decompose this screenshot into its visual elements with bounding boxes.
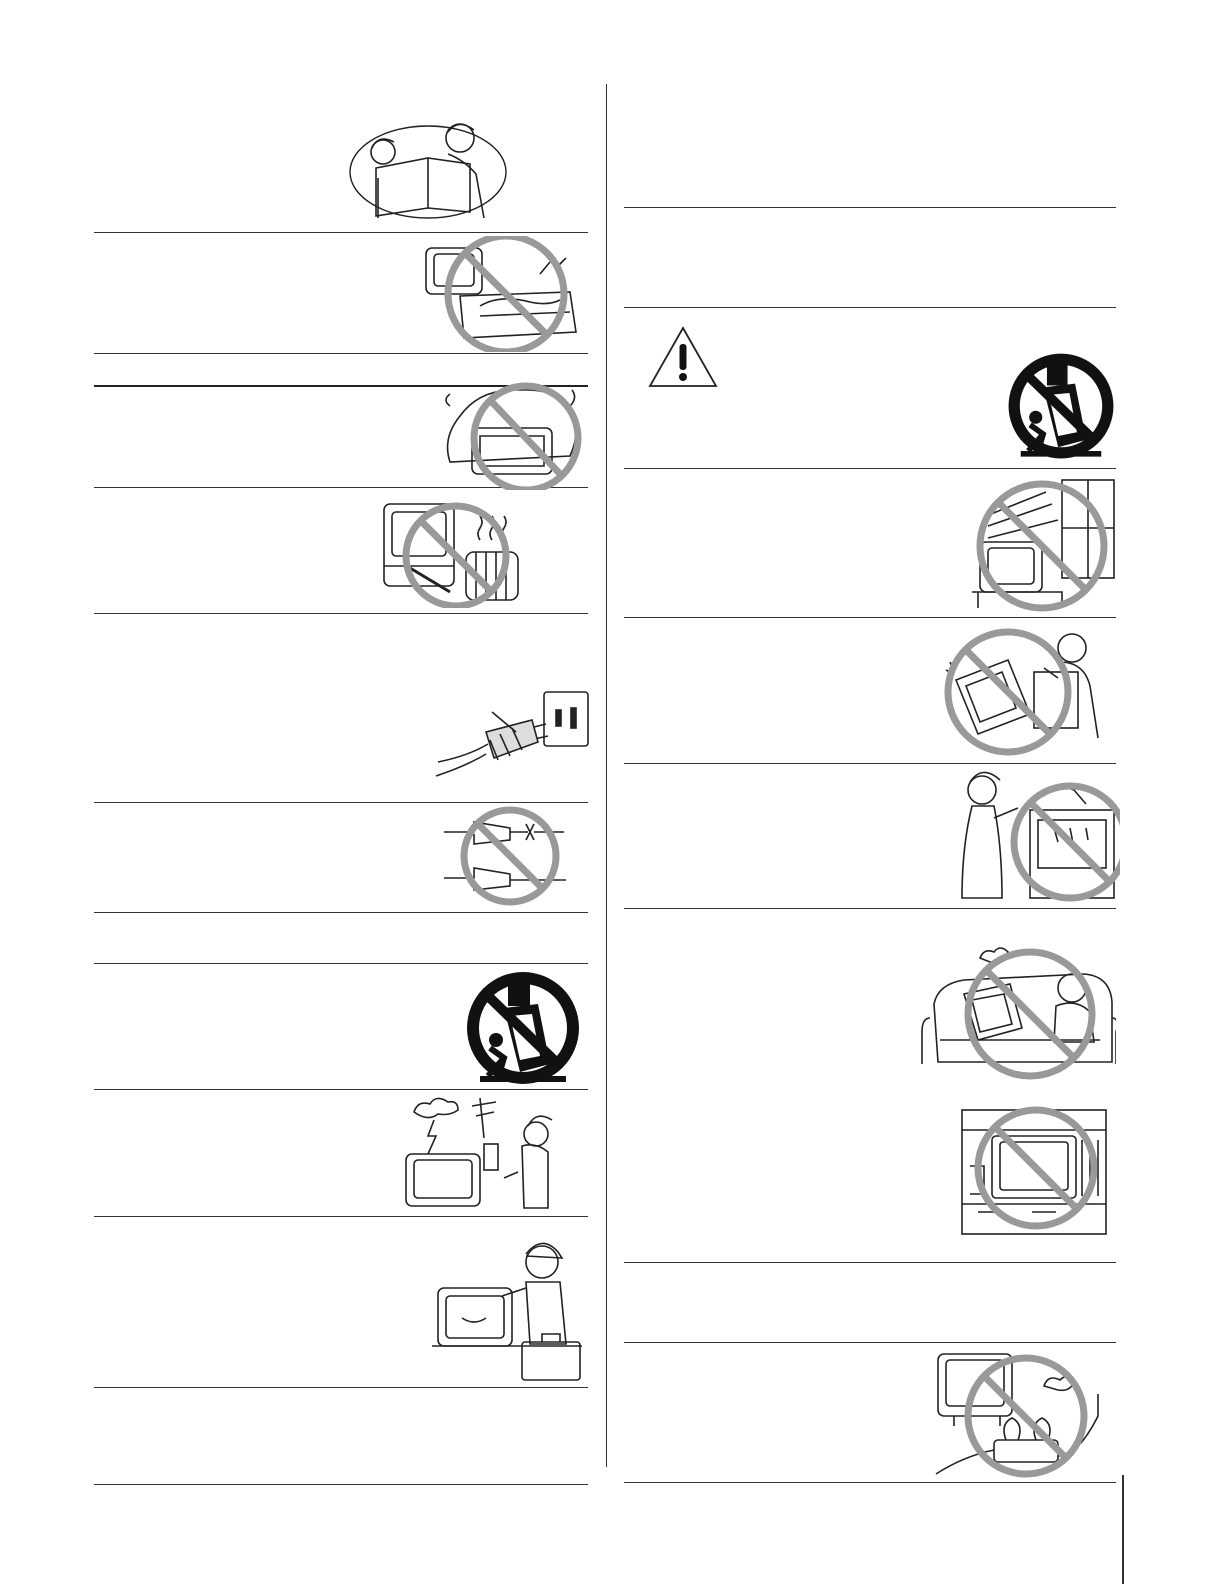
cart-warning-icon-right [1002,350,1120,464]
left-section-divider [94,1216,588,1217]
left-section-divider [94,613,588,614]
no-liquid-spill-illustration [958,768,1120,902]
right-section-divider [624,207,1116,208]
no-water-illustration [420,236,590,352]
no-drop-tv-illustration [942,622,1112,758]
right-section-divider [624,617,1116,618]
cart-warning-icon [460,970,586,1088]
right-section-divider [624,468,1116,469]
right-section-divider [624,1262,1116,1263]
left-section-divider [94,912,588,913]
left-section-divider [94,802,588,803]
no-damaged-cord-illustration [440,806,570,908]
no-overload-outlet-illustration [934,1350,1104,1478]
reading-manual-illustration [348,112,508,224]
lightning-unplug-illustration [404,1090,564,1214]
no-cabinet-placement-illustration [956,1100,1110,1238]
no-heater-illustration [380,496,530,608]
left-section-divider [94,1387,588,1388]
no-cover-vents-illustration [436,376,590,490]
right-section-divider [624,763,1116,764]
no-sofa-placement-illustration [920,944,1116,1080]
right-section-divider [624,908,1116,909]
right-section-divider [624,1342,1116,1343]
page-edge-marker [1122,1475,1124,1584]
left-section-divider [94,1484,588,1485]
right-section-divider [624,1482,1116,1483]
polarized-plug-illustration [430,688,590,792]
left-section-divider [94,232,588,233]
caution-triangle-icon [648,326,718,388]
no-sunlight-illustration [966,476,1118,612]
right-section-divider [624,307,1116,308]
left-section-divider [94,963,588,964]
service-technician-illustration [432,1226,586,1384]
column-divider [606,84,607,1467]
left-section-divider [94,353,588,354]
